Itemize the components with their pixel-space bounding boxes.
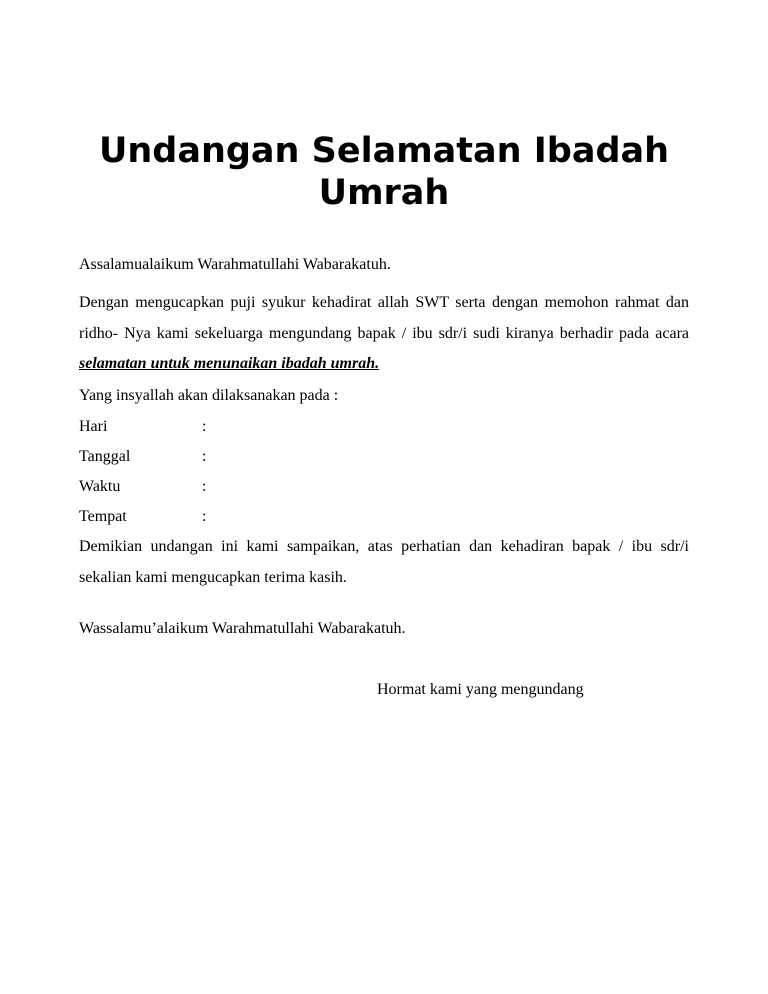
field-label-tanggal: Tanggal [79,448,131,465]
closing-paragraph: Demikian undangan ini kami sampaikan, atas perhatian dan kehadiran bapak / ibu sdr/i sekalian kami mengucapkan terima kasih. [79,538,689,586]
field-label-tempat: Tempat [79,508,127,525]
field-label-waktu: Waktu [79,478,121,495]
field-separator: : [202,508,207,525]
signature-line: Hormat kami yang mengundang [377,681,584,698]
schedule-intro: Yang insyallah akan dilaksanakan pada : [79,387,339,404]
field-separator: : [202,418,207,435]
document-title: Undangan Selamatan Ibadah Umrah [98,131,670,213]
event-name: selamatan untuk menunaikan ibadah umrah. [79,355,380,372]
intro-paragraph [79,288,689,380]
greeting: Assalamualaikum Warahmatullahi Wabarakatuh. [79,256,391,273]
farewell: Wassalamu’alaikum Warahmatullahi Wabarakatuh. [79,620,406,637]
field-label-hari: Hari [79,418,108,435]
intro-text: Dengan mengucapkan puji syukur kehadirat allah SWT serta dengan memohon rahmat dan ridho- Nya kami sekeluarga mengundang bapak / ibu sdr/i sudi kiranya berhadir pada acara [79,294,689,342]
field-separator: : [202,478,207,495]
field-separator: : [202,448,207,465]
